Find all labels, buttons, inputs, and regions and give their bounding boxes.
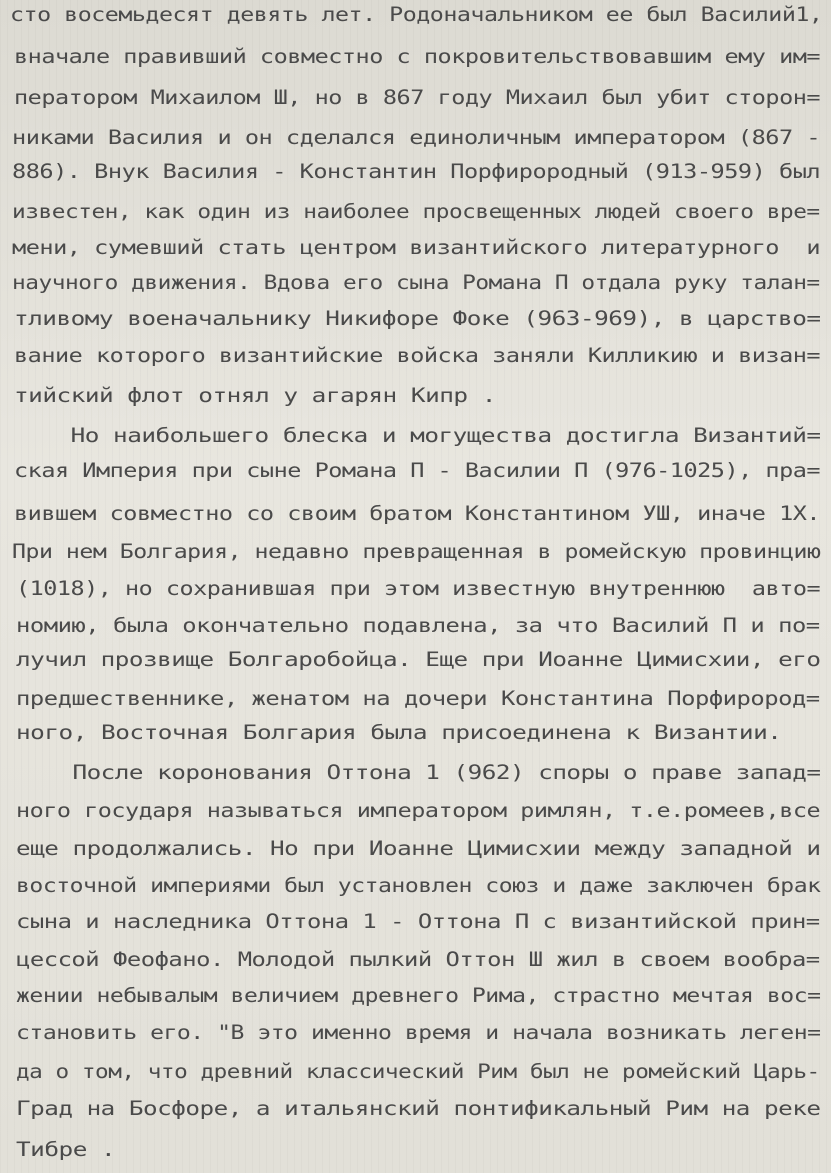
- text-line: ного, Восточная Болгария была присоединена к Византии.: [16, 721, 782, 744]
- text-line: После коронования Оттона 1 (962) споры о праве запад=: [16, 761, 821, 784]
- text-line: цессой Феофано. Молодой пылкий Оттон Ш жил в своем вообра=: [16, 948, 820, 971]
- text-line: При нем Болгария, недавно превращенная в ромейскую провинцию: [12, 540, 821, 563]
- text-line: 886). Внук Василия - Константин Порфирородный (913-959) был: [12, 160, 821, 183]
- text-line: тливому военачальнику Никифоре Фоке (963-969), в царство=: [14, 307, 821, 330]
- text-line: сто восемьдесят девять лет. Родоначальником ее был Василий1,: [10, 3, 823, 26]
- text-line: жении небывалым величием древнего Рима, страстно мечтая вос=: [16, 984, 821, 1007]
- text-line: ного государя называться императором римлян, т.е.ромеев,все: [16, 799, 821, 822]
- text-line: Но наибольшего блеска и могущества достигла Византий=: [14, 424, 821, 447]
- text-line: Град на Босфоре, а итальянский понтификальный Рим на реке: [16, 1097, 821, 1120]
- text-line: никами Василия и он сделался единоличным императором (867 -: [12, 126, 821, 149]
- text-line: да о том, что древний классический Рим был не ромейский Царь-: [16, 1060, 820, 1083]
- text-line: научного движения. Вдова его сына Романа П отдала руку талан=: [12, 271, 820, 294]
- text-line: тийский флот отнял у агарян Кипр .: [14, 384, 496, 407]
- text-line: известен, как один из наиболее просвещенных людей своего вре=: [12, 200, 820, 223]
- text-line: вначале правивший совместно с покровительствовавшим ему им=: [14, 45, 821, 68]
- text-line: еще продолжались. Но при Иоанне Цимисхии между западной и: [16, 837, 821, 860]
- text-line: предшественнике, женатом на дочери Константина Порфирород=: [16, 687, 820, 710]
- text-line: ператором Михаилом Ш, но в 867 году Михаил был убит сторон=: [14, 86, 821, 109]
- text-line: номию, была окончательно подавлена, за что Василий П и по=: [16, 614, 820, 637]
- text-line: восточной империями был установлен союз и даже заключен брак: [16, 874, 821, 897]
- text-line: (1018), но сохранившая при этом известную внутреннюю авто=: [16, 577, 821, 600]
- text-line: становить его. "В это именно время и начала возникать леген=: [16, 1021, 821, 1044]
- text-line: вившем совместно со своим братом Константином УШ, иначе 1Х.: [14, 502, 821, 525]
- text-line: вание которого византийские войска заняли Килликию и визан=: [14, 344, 821, 367]
- text-line: лучил прозвище Болгаробойца. Еще при Иоанне Цимисхии, его: [16, 648, 821, 671]
- text-line: ская Империя при сыне Романа П - Василии П (976-1025), пра=: [14, 459, 821, 482]
- text-line: сына и наследника Оттона 1 - Оттона П с византийской прин=: [16, 910, 820, 933]
- text-line: мени, сумевший стать центром византийского литературного и: [12, 236, 821, 259]
- text-line: Тибре .: [16, 1138, 116, 1161]
